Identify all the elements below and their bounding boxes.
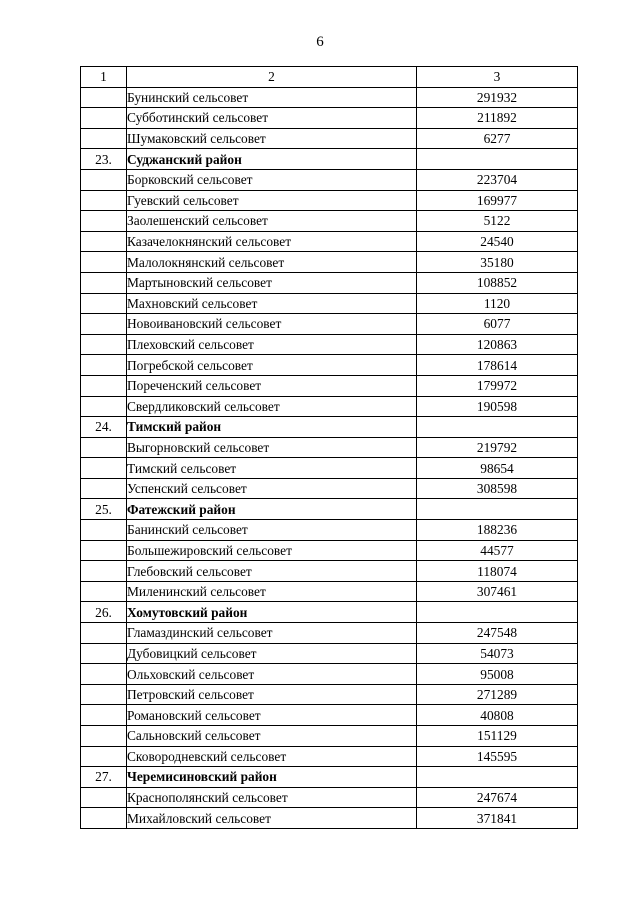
- table-row: [81, 190, 578, 211]
- row-number-cell: [81, 746, 127, 767]
- settlement-name-cell: Краснополянский сельсовет: [127, 787, 417, 808]
- table-row: [81, 684, 578, 705]
- table-row: [81, 437, 578, 458]
- settlement-name-cell: Плеховский сельсовет: [127, 334, 417, 355]
- settlement-name-cell: Пореченский сельсовет: [127, 375, 417, 396]
- value-cell: 219792: [417, 437, 578, 458]
- row-number-cell: 25.: [81, 499, 127, 520]
- row-number-cell: [81, 561, 127, 582]
- value-cell: 178614: [417, 355, 578, 376]
- column-header-3: 3: [417, 67, 578, 88]
- table-row: [81, 231, 578, 252]
- table-row: [81, 726, 578, 747]
- table-row: [81, 808, 578, 829]
- value-cell: 6077: [417, 314, 578, 335]
- value-cell: 44577: [417, 540, 578, 561]
- table-row: [81, 787, 578, 808]
- value-cell: [417, 499, 578, 520]
- settlement-name-cell: Банинский сельсовет: [127, 520, 417, 541]
- value-cell: 190598: [417, 396, 578, 417]
- row-number-cell: [81, 705, 127, 726]
- table-row: [81, 623, 578, 644]
- district-name-cell: Черемисиновский район: [127, 767, 417, 788]
- table-row: [81, 87, 578, 108]
- row-number-cell: [81, 272, 127, 293]
- value-cell: 40808: [417, 705, 578, 726]
- settlement-name-cell: Гламаздинский сельсовет: [127, 623, 417, 644]
- settlement-name-cell: Шумаковский сельсовет: [127, 128, 417, 149]
- row-number-cell: [81, 684, 127, 705]
- value-cell: 271289: [417, 684, 578, 705]
- value-cell: 371841: [417, 808, 578, 829]
- value-cell: 95008: [417, 664, 578, 685]
- settlement-name-cell: Казачелокнянский сельсовет: [127, 231, 417, 252]
- column-header-2: 2: [127, 67, 417, 88]
- table-row: [81, 108, 578, 129]
- value-cell: 120863: [417, 334, 578, 355]
- row-number-cell: [81, 252, 127, 273]
- settlement-name-cell: Выгорновский сельсовет: [127, 437, 417, 458]
- settlement-name-cell: Малолокнянский сельсовет: [127, 252, 417, 273]
- table-row: [81, 520, 578, 541]
- row-number-cell: [81, 643, 127, 664]
- row-number-cell: [81, 334, 127, 355]
- row-number-cell: [81, 664, 127, 685]
- table-body: [81, 67, 578, 829]
- table-header-row: [81, 67, 578, 88]
- row-number-cell: [81, 314, 127, 335]
- value-cell: 211892: [417, 108, 578, 129]
- settlement-name-cell: Большежировский сельсовет: [127, 540, 417, 561]
- page-number: 6: [316, 34, 324, 50]
- table-row: [81, 561, 578, 582]
- district-name-cell: Хомутовский район: [127, 602, 417, 623]
- row-number-cell: [81, 437, 127, 458]
- row-number-cell: [81, 108, 127, 129]
- value-cell: [417, 417, 578, 438]
- table-row: [81, 746, 578, 767]
- row-number-cell: 23.: [81, 149, 127, 170]
- value-cell: 151129: [417, 726, 578, 747]
- settlement-name-cell: Гуевский сельсовет: [127, 190, 417, 211]
- row-number-cell: [81, 128, 127, 149]
- row-number-cell: [81, 581, 127, 602]
- value-cell: 108852: [417, 272, 578, 293]
- table-row: [81, 375, 578, 396]
- settlement-name-cell: Сальновский сельсовет: [127, 726, 417, 747]
- settlement-name-cell: Сковородневский сельсовет: [127, 746, 417, 767]
- district-row: [81, 602, 578, 623]
- settlement-name-cell: Борковский сельсовет: [127, 169, 417, 190]
- settlement-name-cell: Ольховский сельсовет: [127, 664, 417, 685]
- table-row: [81, 458, 578, 479]
- value-cell: 223704: [417, 169, 578, 190]
- value-cell: 291932: [417, 87, 578, 108]
- row-number-cell: [81, 478, 127, 499]
- value-cell: [417, 149, 578, 170]
- row-number-cell: [81, 293, 127, 314]
- value-cell: [417, 767, 578, 788]
- value-cell: 5122: [417, 211, 578, 232]
- row-number-cell: [81, 808, 127, 829]
- settlement-name-cell: Заолешенский сельсовет: [127, 211, 417, 232]
- value-cell: 188236: [417, 520, 578, 541]
- value-cell: 307461: [417, 581, 578, 602]
- table-row: [81, 478, 578, 499]
- table-row: [81, 664, 578, 685]
- value-cell: 118074: [417, 561, 578, 582]
- district-name-cell: Фатежский район: [127, 499, 417, 520]
- row-number-cell: [81, 396, 127, 417]
- row-number-cell: 24.: [81, 417, 127, 438]
- row-number-cell: [81, 169, 127, 190]
- column-header-1: 1: [81, 67, 127, 88]
- settlement-name-cell: Миленинский сельсовет: [127, 581, 417, 602]
- settlement-name-cell: Погребской сельсовет: [127, 355, 417, 376]
- settlement-name-cell: Тимский сельсовет: [127, 458, 417, 479]
- table-row: [81, 581, 578, 602]
- table-row: [81, 252, 578, 273]
- settlement-name-cell: Свердликовский сельсовет: [127, 396, 417, 417]
- settlement-name-cell: Махновский сельсовет: [127, 293, 417, 314]
- district-row: [81, 149, 578, 170]
- value-cell: 98654: [417, 458, 578, 479]
- table-row: [81, 169, 578, 190]
- row-number-cell: [81, 520, 127, 541]
- row-number-cell: [81, 190, 127, 211]
- row-number-cell: [81, 540, 127, 561]
- settlement-name-cell: Михайловский сельсовет: [127, 808, 417, 829]
- settlement-name-cell: Успенский сельсовет: [127, 478, 417, 499]
- table-row: [81, 355, 578, 376]
- settlement-name-cell: Мартыновский сельсовет: [127, 272, 417, 293]
- district-name-cell: Суджанский район: [127, 149, 417, 170]
- value-cell: 35180: [417, 252, 578, 273]
- settlement-name-cell: Субботинский сельсовет: [127, 108, 417, 129]
- settlement-name-cell: Глебовский сельсовет: [127, 561, 417, 582]
- row-number-cell: [81, 355, 127, 376]
- district-name-cell: Тимский район: [127, 417, 417, 438]
- table-row: [81, 334, 578, 355]
- district-row: [81, 499, 578, 520]
- row-number-cell: [81, 87, 127, 108]
- value-cell: 54073: [417, 643, 578, 664]
- settlement-name-cell: Дубовицкий сельсовет: [127, 643, 417, 664]
- table-row: [81, 396, 578, 417]
- value-cell: 24540: [417, 231, 578, 252]
- value-cell: 1120: [417, 293, 578, 314]
- table-row: [81, 211, 578, 232]
- value-cell: 145595: [417, 746, 578, 767]
- row-number-cell: [81, 231, 127, 252]
- value-cell: 179972: [417, 375, 578, 396]
- table-row: [81, 643, 578, 664]
- value-cell: 247674: [417, 787, 578, 808]
- row-number-cell: [81, 726, 127, 747]
- table-row: [81, 293, 578, 314]
- row-number-cell: [81, 623, 127, 644]
- data-table: [80, 66, 578, 829]
- row-number-cell: [81, 375, 127, 396]
- table-row: [81, 705, 578, 726]
- value-cell: 6277: [417, 128, 578, 149]
- district-row: [81, 417, 578, 438]
- row-number-cell: 26.: [81, 602, 127, 623]
- row-number-cell: [81, 787, 127, 808]
- table-row: [81, 272, 578, 293]
- row-number-cell: [81, 211, 127, 232]
- row-number-cell: 27.: [81, 767, 127, 788]
- table-row: [81, 314, 578, 335]
- value-cell: 308598: [417, 478, 578, 499]
- settlement-name-cell: Бунинский сельсовет: [127, 87, 417, 108]
- table-row: [81, 540, 578, 561]
- settlement-name-cell: Романовский сельсовет: [127, 705, 417, 726]
- settlement-name-cell: Новоивановский сельсовет: [127, 314, 417, 335]
- value-cell: 247548: [417, 623, 578, 644]
- row-number-cell: [81, 458, 127, 479]
- settlement-name-cell: Петровский сельсовет: [127, 684, 417, 705]
- table-row: [81, 128, 578, 149]
- value-cell: [417, 602, 578, 623]
- value-cell: 169977: [417, 190, 578, 211]
- district-row: [81, 767, 578, 788]
